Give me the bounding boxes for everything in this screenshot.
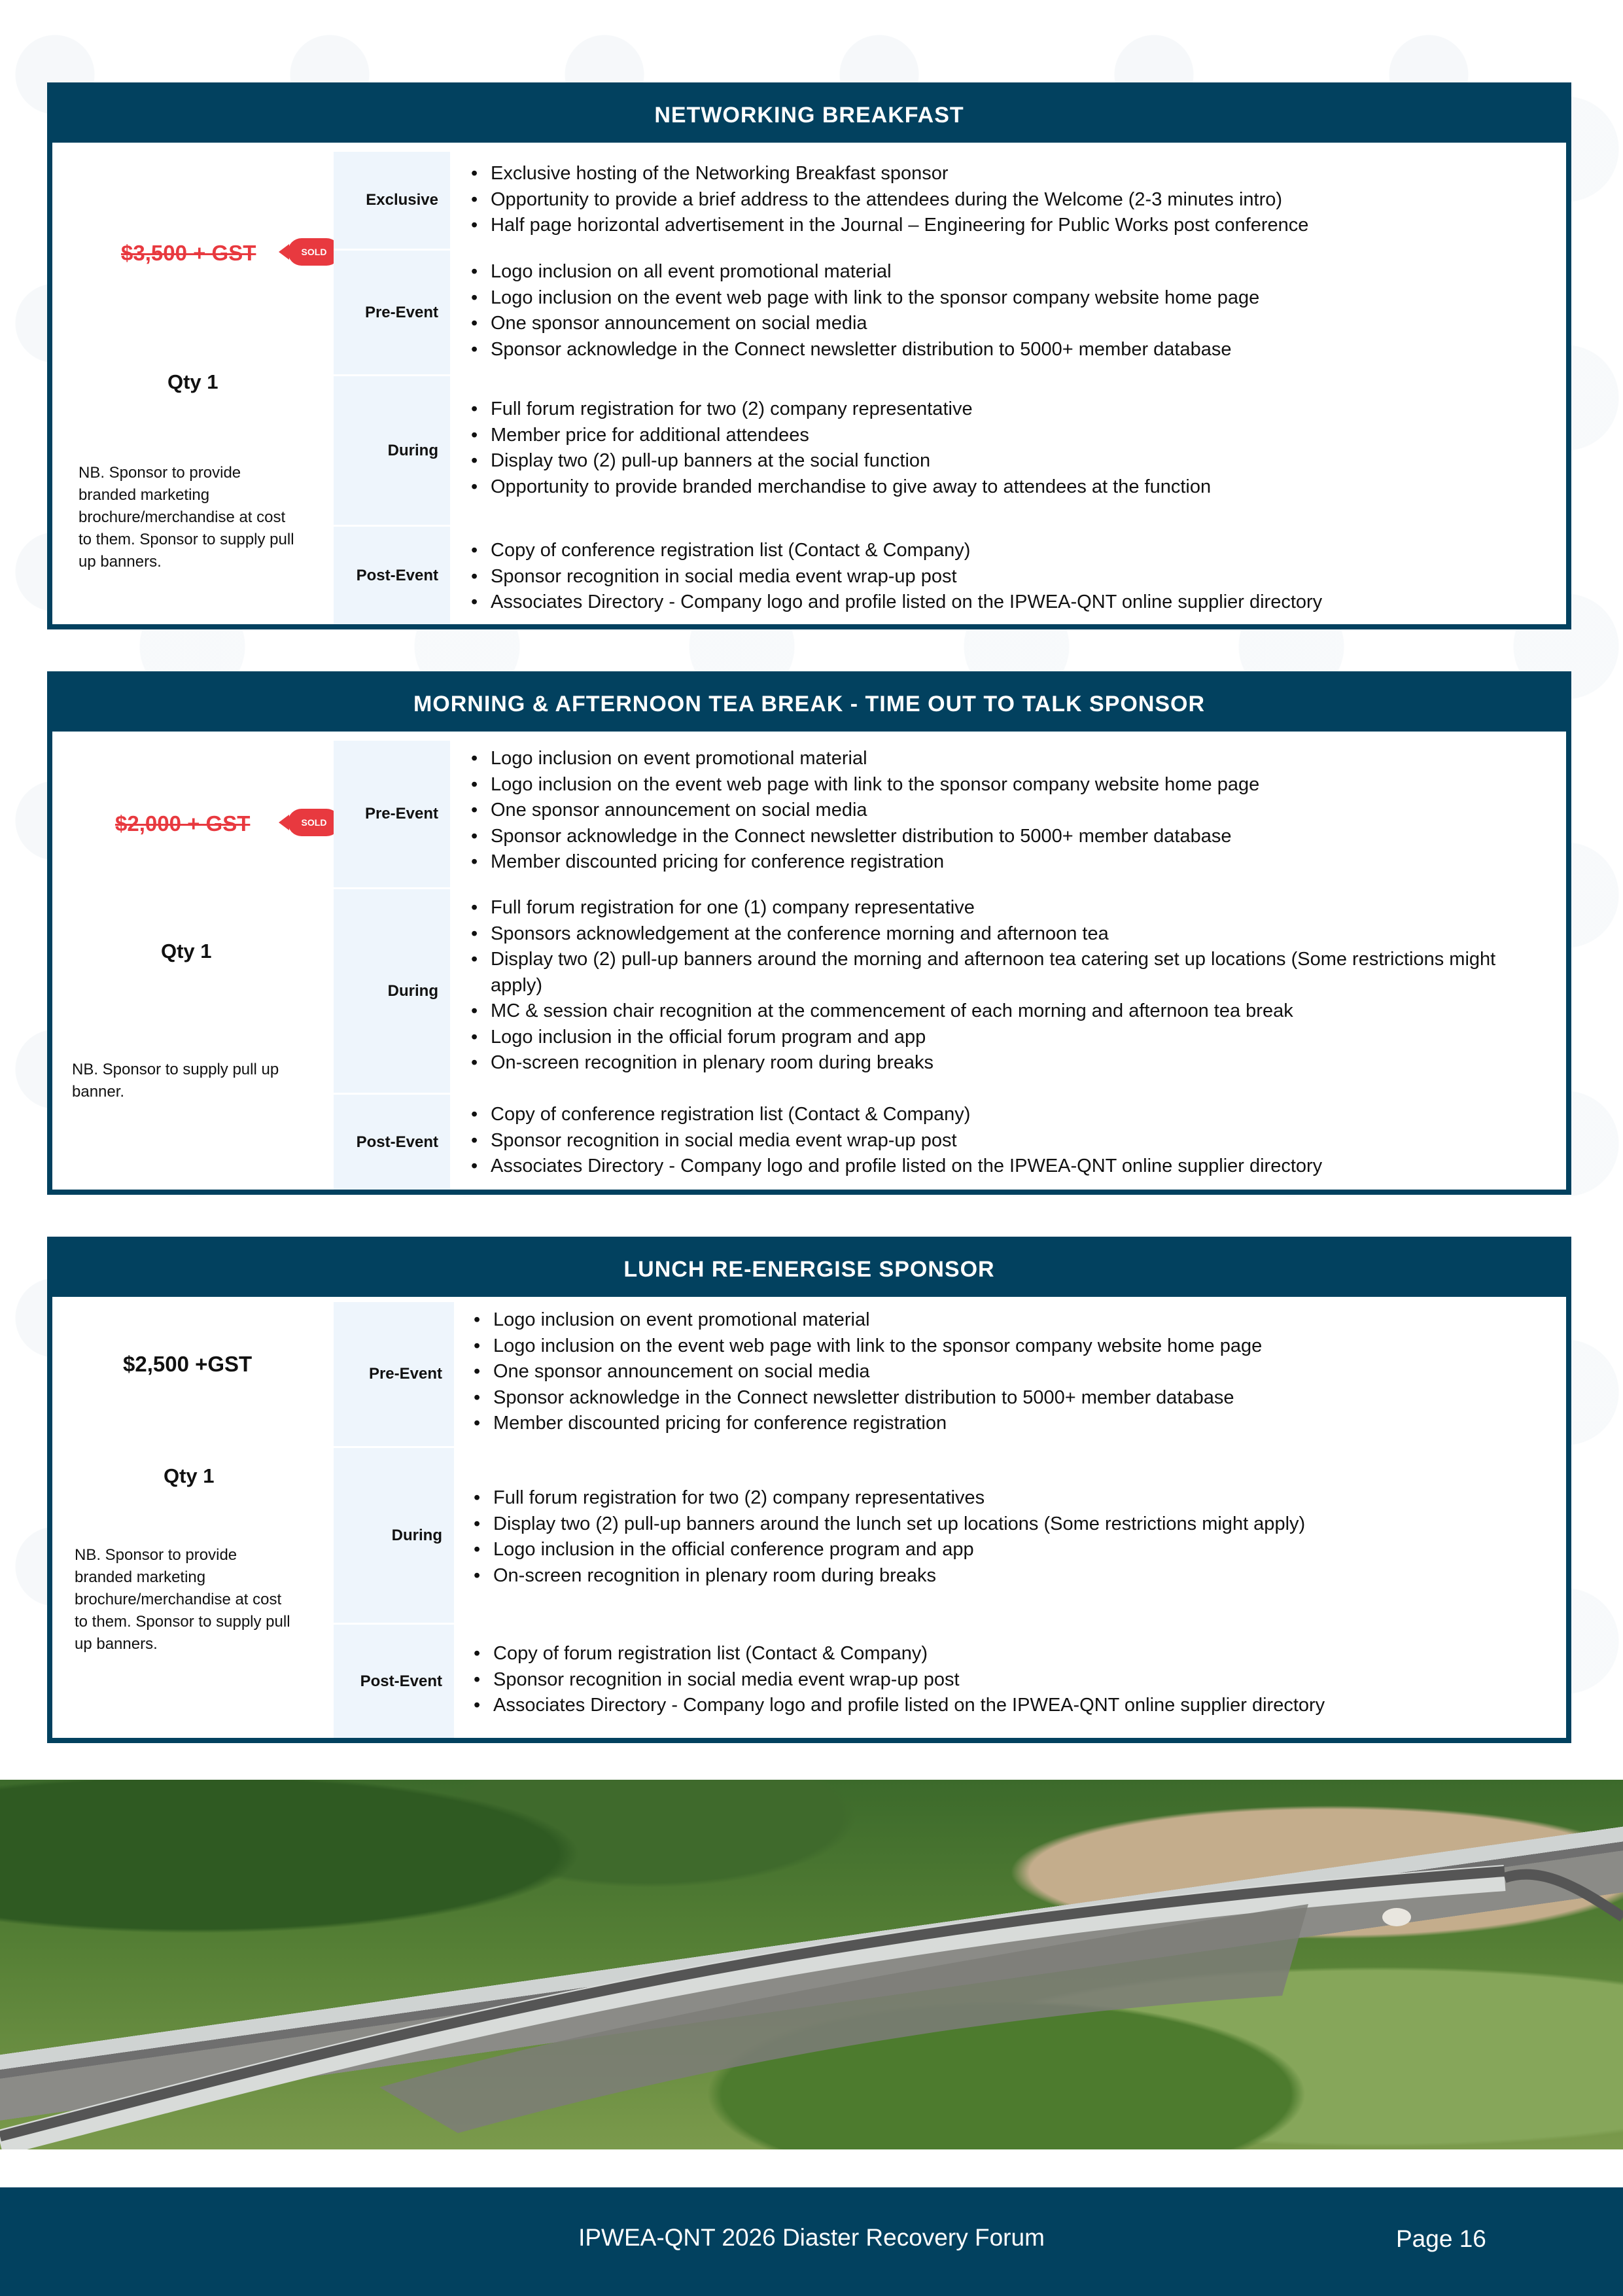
list-item: • Sponsors acknowledgement at the conference morning and afternoon tea: [471, 921, 1540, 947]
phase-items-post-event: [471, 538, 1540, 616]
list-item: • Associates Directory - Company logo and profile listed on the IPWEA-QNT online supplier directory: [471, 1154, 1540, 1180]
list-item: • Logo inclusion on all event promotional material: [471, 259, 1540, 285]
list-item: • One sponsor announcement on social media: [471, 311, 1540, 337]
list-item: • Member discounted pricing for conference registration: [474, 1411, 1540, 1437]
list-item: • Logo inclusion on event promotional material: [474, 1307, 1540, 1333]
list-item: • Display two (2) pull-up banners around the lunch set up locations (Some restrictions might apply): [474, 1511, 1540, 1538]
price-column: [52, 143, 334, 624]
list-item: • Member discounted pricing for conference registration: [471, 849, 1540, 875]
list-item: • Full forum registration for two (2) company representatives: [474, 1485, 1540, 1511]
list-item: • Full forum registration for two (2) company representative: [471, 397, 1540, 423]
phase-label-during: During: [334, 374, 450, 525]
list-item: • MC & session chair recognition at the commencement of each morning and afternoon tea break: [471, 998, 1540, 1025]
qty-label: Qty 1: [164, 1464, 215, 1487]
list-item: • Sponsor recognition in social media event wrap-up post: [474, 1667, 1540, 1693]
phase-items-post-event: [474, 1641, 1540, 1719]
aerial-road-photo: [0, 1780, 1623, 2149]
price-column: [52, 1297, 334, 1738]
list-item: • Sponsor recognition in social media event wrap-up post: [471, 1128, 1540, 1154]
list-item: • Sponsor acknowledge in the Connect newsletter distribution to 5000+ member database: [471, 824, 1540, 850]
phase-label-during: During: [334, 1446, 454, 1623]
page-number: Page 16: [1396, 2225, 1486, 2252]
list-item: • Logo inclusion on the event web page with link to the sponsor company website home page: [474, 1333, 1540, 1360]
section-title: NETWORKING BREAKFAST: [52, 88, 1566, 143]
phase-items-post-event: [471, 1102, 1540, 1180]
list-item: • On-screen recognition in plenary room during breaks: [471, 1050, 1540, 1076]
list-item: • Associates Directory - Company logo and profile listed on the IPWEA-QNT online supplier directory: [474, 1693, 1540, 1719]
list-item: • On-screen recognition in plenary room during breaks: [474, 1563, 1540, 1589]
phase-items-pre-event: [471, 259, 1540, 362]
list-item: • One sponsor announcement on social media: [474, 1359, 1540, 1385]
list-item: • Half page horizontal advertisement in the Journal – Engineering for Public Works post conference: [471, 213, 1540, 239]
networking-breakfast-card: [47, 82, 1571, 629]
phase-label-during: During: [334, 887, 450, 1093]
list-item: • Sponsor acknowledge in the Connect newsletter distribution to 5000+ member database: [471, 337, 1540, 363]
sold-badge: SOLD: [288, 809, 340, 836]
phase-label-pre-event: Pre-Event: [334, 741, 450, 887]
phase-label-post-event: Post-Event: [334, 1093, 450, 1190]
list-item: • Opportunity to provide branded merchandise to give away to attendees at the function: [471, 474, 1540, 501]
footer-title: IPWEA-QNT 2026 Diaster Recovery Forum: [578, 2224, 1045, 2251]
section-title: MORNING & AFTERNOON TEA BREAK - TIME OUT TO TALK SPONSOR: [52, 677, 1566, 732]
list-item: • Opportunity to provide a brief address to the attendees during the Welcome (2-3 minutes intro): [471, 187, 1540, 213]
road-illustration: [0, 1780, 1623, 2149]
list-item: • Copy of conference registration list (Contact & Company): [471, 1102, 1540, 1128]
sponsor-note: NB. Sponsor to provide branded marketing brochure/merchandise at cost to them. Sponsor to supply pull up banners.: [79, 464, 294, 571]
qty-label: Qty 1: [167, 370, 218, 393]
phase-label-pre-event: Pre-Event: [334, 1302, 454, 1446]
list-item: • Logo inclusion in the official forum program and app: [471, 1025, 1540, 1051]
phase-items-exclusive: [471, 161, 1540, 239]
sponsor-note: NB. Sponsor to supply pull up banner.: [72, 1061, 279, 1101]
list-item: • Sponsor recognition in social media event wrap-up post: [471, 564, 1540, 590]
phase-label-exclusive: Exclusive: [334, 152, 450, 249]
phase-items-during: [471, 895, 1540, 1076]
phase-label-pre-event: Pre-Event: [334, 249, 450, 374]
phase-label-post-event: Post-Event: [334, 1623, 454, 1738]
list-item: • Display two (2) pull-up banners around the morning and afternoon tea catering set up locations (Some restrictions might apply): [471, 947, 1540, 998]
list-item: • Member price for additional attendees: [471, 423, 1540, 449]
qty-label: Qty 1: [161, 940, 212, 963]
phase-label-post-event: Post-Event: [334, 525, 450, 624]
price-label: $2,500 +GST: [123, 1352, 253, 1376]
page-footer: [0, 2187, 1623, 2296]
list-item: • Logo inclusion on event promotional material: [471, 746, 1540, 772]
list-item: • Full forum registration for one (1) company representative: [471, 895, 1540, 921]
list-item: • Sponsor acknowledge in the Connect newsletter distribution to 5000+ member database: [474, 1385, 1540, 1411]
lunch-sponsor-card: [47, 1237, 1571, 1743]
list-item: • Logo inclusion on the event web page with link to the sponsor company website home page: [471, 285, 1540, 311]
list-item: • One sponsor announcement on social media: [471, 798, 1540, 824]
list-item: • Copy of conference registration list (Contact & Company): [471, 538, 1540, 564]
price-column: [52, 732, 334, 1190]
list-item: • Logo inclusion in the official conference program and app: [474, 1537, 1540, 1563]
phase-items-during: [474, 1485, 1540, 1589]
list-item: • Display two (2) pull-up banners at the social function: [471, 448, 1540, 474]
list-item: • Copy of forum registration list (Contact & Company): [474, 1641, 1540, 1667]
list-item: • Logo inclusion on the event web page with link to the sponsor company website home page: [471, 772, 1540, 798]
price-label: $3,500 + GST: [121, 241, 256, 265]
tea-break-card: [47, 671, 1571, 1195]
sold-badge: SOLD: [288, 238, 340, 266]
section-title: LUNCH RE-ENERGISE SPONSOR: [52, 1242, 1566, 1297]
phase-items-during: [471, 397, 1540, 500]
phase-items-pre-event: [474, 1307, 1540, 1437]
list-item: • Exclusive hosting of the Networking Breakfast sponsor: [471, 161, 1540, 187]
phase-items-pre-event: [471, 746, 1540, 875]
list-item: • Associates Directory - Company logo and profile listed on the IPWEA-QNT online supplier directory: [471, 590, 1540, 616]
price-label: $2,000 + GST: [115, 811, 251, 836]
sponsor-note: NB. Sponsor to provide branded marketing brochure/merchandise at cost to them. Sponsor to supply pull up banners.: [75, 1546, 290, 1653]
